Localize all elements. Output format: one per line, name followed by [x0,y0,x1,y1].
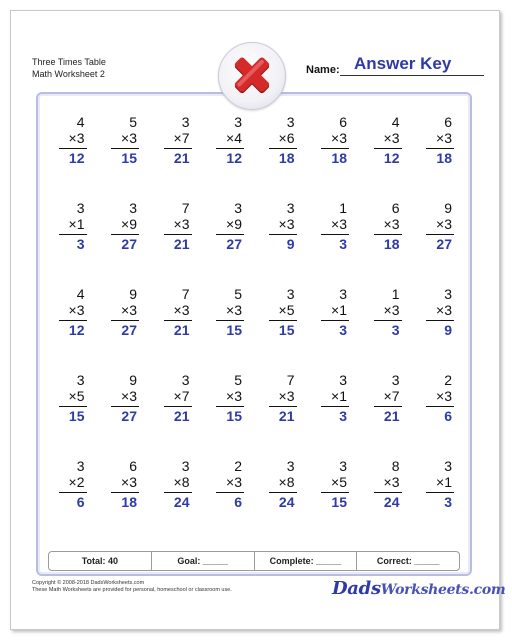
problem-answer: 12 [226,150,242,166]
problem [97,458,150,544]
problem-top-number: 1 [339,200,347,216]
problem-top-number: 3 [444,286,452,302]
problem [97,200,150,286]
problem-multiplier: ×2 [68,474,85,490]
problem-answer: 15 [226,408,242,424]
problem [307,458,360,544]
problem-multiplier: ×1 [331,388,347,404]
problem-multiplier: ×3 [278,216,295,232]
problem-top-number: 1 [391,286,400,302]
answer-line [111,492,139,493]
problem-answer: 27 [121,236,137,252]
problem-answer: 12 [383,150,400,166]
correct-cell: Correct: _____ [376,556,440,566]
problem-multiplier: ×5 [278,302,295,318]
problem-top-number: 7 [286,372,295,388]
goal-cell: Goal: _____ [152,552,255,570]
problem-multiplier: ×1 [436,474,452,490]
problem-top-number: 2 [234,458,242,474]
answer-line [269,492,297,493]
name-line [340,75,484,76]
total-cell: Total: 40 [49,552,152,570]
problem-answer: 6 [76,494,85,510]
problem-answer: 18 [278,150,295,166]
problem-multiplier: ×7 [383,388,400,404]
problem-multiplier: ×6 [278,130,295,146]
problem-answer: 3 [391,322,400,338]
problem-answer: 18 [331,150,347,166]
problem-multiplier: ×3 [68,130,85,146]
answer-line [164,406,192,407]
problem [412,286,465,372]
problem-top-number: 3 [76,458,85,474]
problem [307,200,360,286]
answer-line [374,320,402,321]
problem-answer: 3 [339,236,347,252]
problem-multiplier: ×7 [173,388,190,404]
problem-answer: 15 [226,322,242,338]
problem-answer: 18 [383,236,400,252]
answer-line [321,234,349,235]
problem-top-number: 3 [129,200,137,216]
answer-line [164,234,192,235]
problem-multiplier: ×3 [226,388,242,404]
problem-top-number: 9 [444,200,452,216]
brand-logo [332,578,505,599]
problem-answer: 12 [68,150,85,166]
problem-answer: 21 [173,150,190,166]
score-footer [48,551,460,571]
answer-line [321,320,349,321]
answer-line [426,320,454,321]
answer-line [269,406,297,407]
answer-line [164,148,192,149]
problem-answer: 15 [121,150,137,166]
problem-multiplier: ×3 [226,302,242,318]
answer-line [426,234,454,235]
problem-multiplier: ×1 [331,302,347,318]
problem-top-number: 3 [181,458,190,474]
problem-answer: 9 [286,236,295,252]
problem-answer: 3 [444,494,452,510]
problem [97,372,150,458]
problem-top-number: 4 [76,114,85,130]
answer-line [59,320,87,321]
answer-line [216,406,244,407]
problem-top-number: 3 [234,114,242,130]
problem-answer: 21 [383,408,400,424]
problem-multiplier: ×3 [331,216,347,232]
problem-top-number: 3 [339,458,347,474]
problem [202,286,255,372]
problem-answer: 18 [121,494,137,510]
problem-answer: 3 [339,408,347,424]
problem-top-number: 3 [286,114,295,130]
problem [412,200,465,286]
problem-answer: 21 [173,408,190,424]
problem [44,458,97,544]
answer-line [164,320,192,321]
problem [359,286,412,372]
problem-top-number: 3 [339,286,347,302]
problem-top-number: 4 [391,114,400,130]
problem-multiplier: ×3 [436,388,452,404]
problem [359,372,412,458]
problem-top-number: 2 [444,372,452,388]
problem-answer: 24 [383,494,400,510]
problem-row [44,114,464,200]
problem-top-number: 7 [181,286,190,302]
problem-row [44,458,464,544]
problem-multiplier: ×3 [173,302,190,318]
problem-top-number: 3 [181,114,190,130]
answer-line [321,492,349,493]
problem-answer: 24 [173,494,190,510]
answer-line [164,492,192,493]
problem-top-number: 3 [391,372,400,388]
problem-answer: 27 [121,408,137,424]
problem-answer: 12 [68,322,85,338]
problem-top-number: 3 [339,372,347,388]
problem-multiplier: ×3 [383,302,400,318]
problem-row [44,200,464,286]
problem-answer: 15 [278,322,295,338]
problem [254,200,307,286]
problem-multiplier: ×3 [121,474,137,490]
problem-top-number: 4 [76,286,85,302]
logo-badge [218,42,286,110]
red-x-icon [229,53,275,99]
problem-multiplier: ×3 [226,474,242,490]
problem-answer: 27 [121,322,137,338]
problem-top-number: 3 [286,286,295,302]
problem [307,114,360,200]
name-field [306,56,486,78]
problem [202,458,255,544]
answer-line [374,148,402,149]
problem-multiplier: ×3 [121,130,137,146]
problem [44,372,97,458]
problem-multiplier: ×3 [383,216,400,232]
problem [97,286,150,372]
problem-top-number: 3 [76,200,85,216]
problem-top-number: 6 [444,114,452,130]
copyright-notice [32,580,232,594]
problem [254,458,307,544]
problem-top-number: 7 [181,200,190,216]
problem-multiplier: ×3 [436,216,452,232]
problem-answer: 27 [436,236,452,252]
problem-multiplier: ×8 [173,474,190,490]
problem-answer: 6 [234,494,242,510]
name-label: Name: [306,64,340,76]
problem-multiplier: ×3 [68,302,85,318]
problem-answer: 21 [173,322,190,338]
problem-top-number: 3 [234,200,242,216]
problem-multiplier: ×5 [68,388,85,404]
problem-top-number: 6 [391,200,400,216]
answer-line [374,234,402,235]
worksheet-title [32,56,106,80]
problem-multiplier: ×3 [121,388,137,404]
problem-top-number: 5 [234,286,242,302]
answer-line [321,406,349,407]
problem [254,286,307,372]
title-line-1: Three Times Table [32,57,106,67]
problem-answer: 3 [339,322,347,338]
title-line-2: Math Worksheet 2 [32,69,105,79]
answer-line [269,320,297,321]
problem [254,114,307,200]
problem-answer: 3 [76,236,85,252]
answer-key-label: Answer Key [354,54,452,73]
problem-multiplier: ×3 [121,302,137,318]
problem-multiplier: ×7 [173,130,190,146]
brand-main: Dads [332,578,381,599]
problem-top-number: 6 [339,114,347,130]
answer-line [321,148,349,149]
problem-row [44,286,464,372]
answer-line [59,234,87,235]
problem-multiplier: ×3 [436,302,452,318]
problem-top-number: 9 [129,286,137,302]
answer-line [59,406,87,407]
answer-line [59,148,87,149]
problem-multiplier: ×3 [436,130,452,146]
problem [359,458,412,544]
answer-line [59,492,87,493]
problem-top-number: 9 [129,372,137,388]
problem [202,372,255,458]
problem [202,200,255,286]
problem-top-number: 8 [391,458,400,474]
problem [359,114,412,200]
problem [149,458,202,544]
problem-top-number: 3 [76,372,85,388]
problem [149,200,202,286]
complete-cell: Complete: _____ [255,552,358,570]
problem [44,200,97,286]
problem-multiplier: ×5 [331,474,347,490]
problem-answer: 6 [444,408,452,424]
problem-top-number: 3 [286,200,295,216]
problem-answer: 9 [444,322,452,338]
answer-line [374,492,402,493]
problem-multiplier: ×3 [383,474,400,490]
answer-line [216,234,244,235]
problem-answer: 15 [331,494,347,510]
problem [97,114,150,200]
answer-line [111,320,139,321]
brand-sub: Worksheets.com [380,582,506,598]
problem-multiplier: ×1 [68,216,85,232]
problem [412,372,465,458]
problem-answer: 21 [278,408,295,424]
problem-top-number: 5 [129,114,137,130]
answer-line [111,234,139,235]
copyright-line-2: These Math Worksheets are provided for personal, homeschool or classroom use. [32,587,232,593]
problem-top-number: 3 [444,458,452,474]
problem-multiplier: ×3 [383,130,400,146]
problem-multiplier: ×9 [226,216,242,232]
answer-line [111,406,139,407]
problem-top-number: 6 [129,458,137,474]
answer-line [426,492,454,493]
copyright-line-1: Copyright © 2008-2018 DadsWorksheets.com [32,580,145,586]
problem-answer: 21 [173,236,190,252]
problem-answer: 15 [68,408,85,424]
problem [412,114,465,200]
problem-top-number: 5 [234,372,242,388]
answer-line [216,492,244,493]
answer-line [111,148,139,149]
problem-answer: 27 [226,236,242,252]
answer-line [426,148,454,149]
problem [149,372,202,458]
answer-line [374,406,402,407]
problem-multiplier: ×9 [121,216,137,232]
problem-multiplier: ×8 [278,474,295,490]
problem [44,286,97,372]
problem-multiplier: ×3 [331,130,347,146]
problem-top-number: 3 [181,372,190,388]
problem [149,114,202,200]
problem-answer: 24 [278,494,295,510]
problem-answer: 18 [436,150,452,166]
problem [202,114,255,200]
problem [307,372,360,458]
answer-line [426,406,454,407]
answer-line [269,234,297,235]
answer-line [216,320,244,321]
problem-multiplier: ×3 [278,388,295,404]
problem [412,458,465,544]
problem [44,114,97,200]
problem [307,286,360,372]
problem-row [44,372,464,458]
problem-top-number: 3 [286,458,295,474]
problem-multiplier: ×4 [226,130,242,146]
problem [254,372,307,458]
answer-line [216,148,244,149]
problem-grid [44,114,464,544]
answer-line [269,148,297,149]
problem [359,200,412,286]
problem-multiplier: ×3 [173,216,190,232]
problem [149,286,202,372]
